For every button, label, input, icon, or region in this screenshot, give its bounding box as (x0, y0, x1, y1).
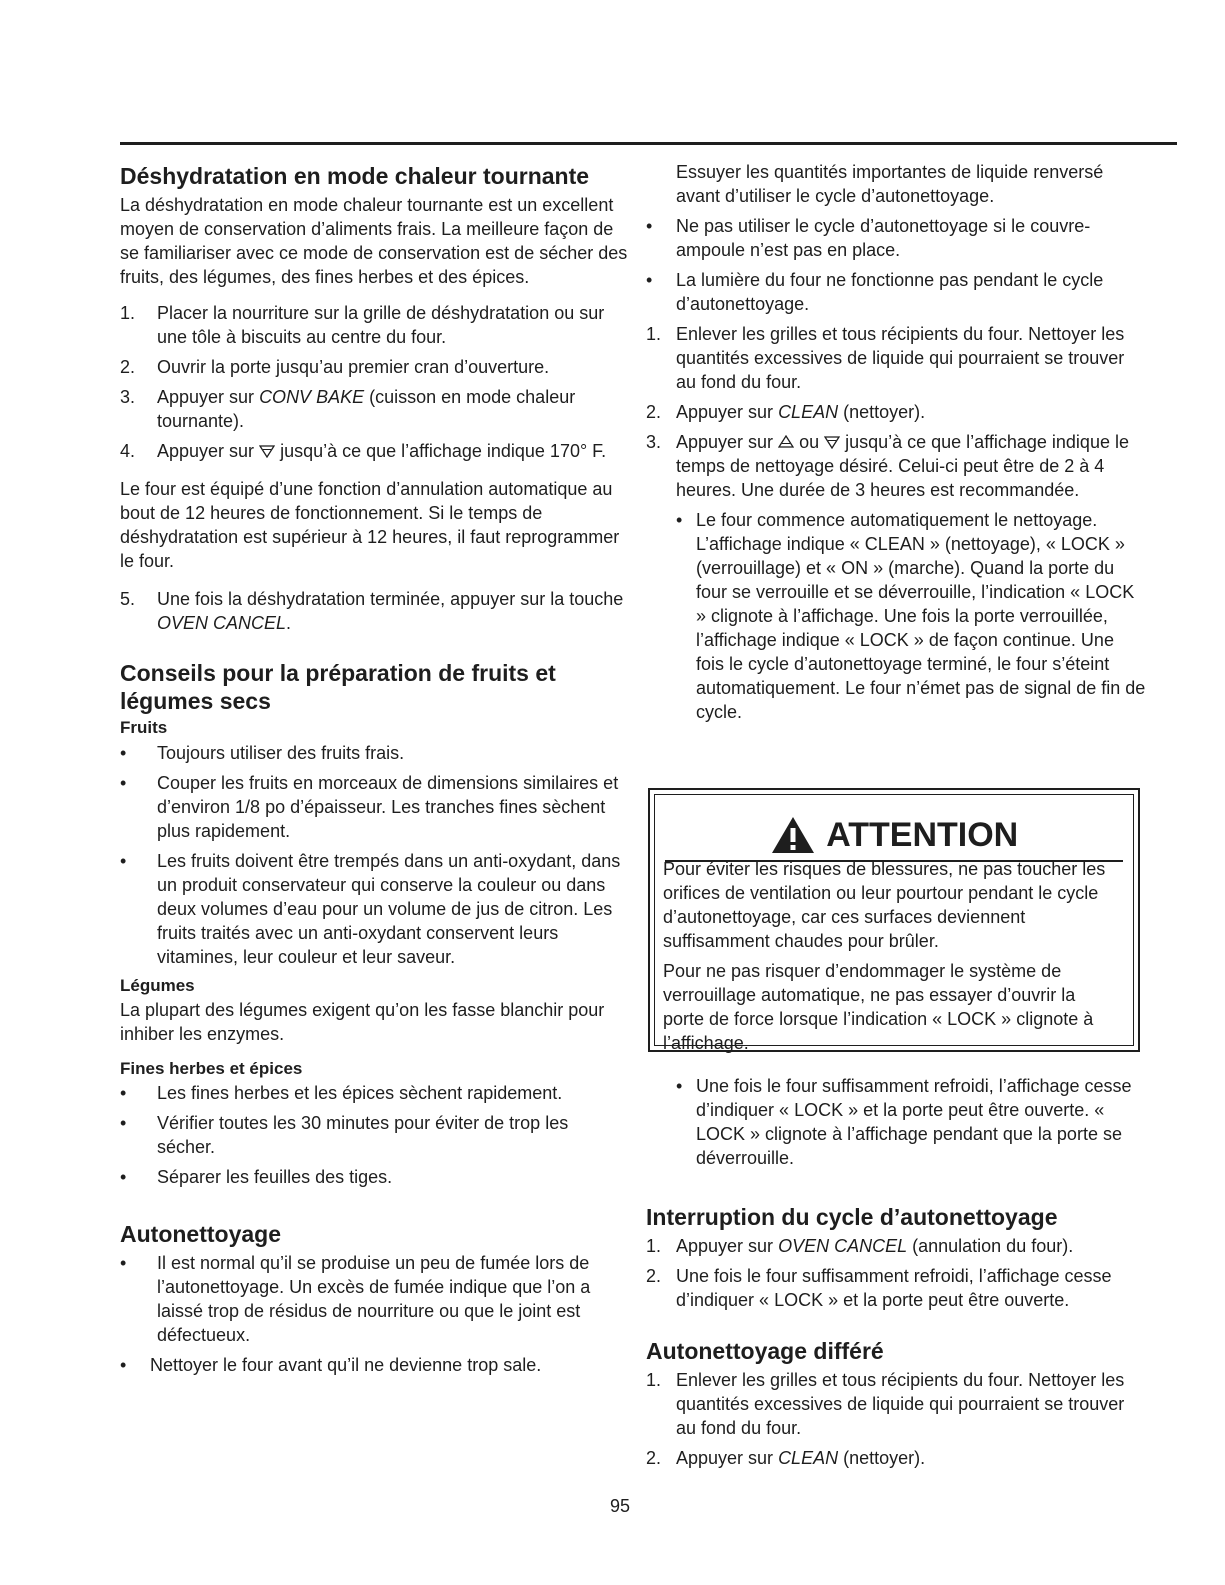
oven-cancel-key: OVEN CANCEL (157, 613, 287, 633)
section-title-autonettoyage: Autonettoyage (120, 1221, 281, 1247)
bullet: • (120, 1253, 127, 1273)
auto-cancel-note: Le four est équipé d’une fonction d’annulation automatique au bout de 12 heures de fonctionnement. Si le temps de déshydratation est supérieur à 12 heures, il faut reprogrammer le four. (120, 479, 620, 571)
header-rule (120, 142, 1177, 145)
bullet: • (120, 1167, 127, 1187)
right-column (646, 160, 1146, 724)
herbe-tip-1: • Les fines herbes et les épices sèchent rapidement. (120, 1083, 563, 1103)
bullet: • (676, 1076, 683, 1096)
warning-triangle-icon (770, 815, 816, 855)
fruit-tip-3: • Les fruits doivent être trempés dans un anti-oxydant, dans un produit conservateur qui conserve la couleur ou dans deux volumes d’eau pour un volume de jus de citron. Les fruits traités avec un anti-oxydant conservent leurs vitamines, leur couleur et leur saveur. (120, 851, 621, 967)
step-number: 3. (120, 387, 136, 407)
deshydratation-intro: La déshydratation en mode chaleur tournante est un excellent moyen de conservation d’aliments frais. La meilleure façon de se familiariser avec ce mode de conservation est de sécher des fruits, des légumes, des fines herbes et des épices. (120, 195, 628, 287)
bullet: • (120, 1113, 127, 1133)
bullet: • (120, 773, 127, 793)
step-number: 2. (646, 402, 662, 422)
bullet: • (646, 270, 653, 290)
step-number: 2. (646, 1266, 662, 1286)
bullet: • (120, 1083, 127, 1103)
attention-text-1: Pour éviter les risques de blessures, ne pas toucher les orifices de ventilation ou leur pourtour pendant le cycle d’autonettoyage, car ces surfaces deviennent suffisamment chaudes pour brûler. (663, 859, 1106, 951)
section-title-differe: Autonettoyage différé (646, 1338, 884, 1364)
step-2 (120, 355, 630, 379)
essuyer-note: Essuyer les quantités importantes de liquide renversé avant d’utiliser le cycle d’autonettoyage. (676, 162, 1104, 206)
arrow-up-icon (778, 435, 794, 449)
interruption-step-2: 2. Une fois le four suffisamment refroidi, l’affichage cesse d’indiquer « LOCK » et la porte peut être ouverte. (646, 1266, 1112, 1310)
step-number: 1. (646, 1236, 662, 1256)
step-text: Appuyer sur CONV BAKE (cuisson en mode chaleur tournante). (157, 387, 576, 431)
clean-key: CLEAN (778, 1448, 839, 1468)
subheading-legumes: Légumes (120, 976, 195, 995)
oven-cancel-key: OVEN CANCEL (778, 1236, 908, 1256)
step-number: 1. (120, 303, 136, 323)
step-number: 5. (120, 589, 136, 609)
step-4 (120, 439, 630, 463)
step-1 (120, 301, 630, 349)
step-5 (120, 587, 630, 635)
attention-text-2: Pour ne pas risquer d’endommager le système de verrouillage automatique, ne pas essayer d’ouvrir la porte de force lorsque l’indication « LOCK » clignote à l’affichage. (663, 961, 1094, 1053)
step-text: Une fois la déshydratation terminée, appuyer sur la touche OVEN CANCEL. (157, 589, 624, 633)
step-text: Placer la nourriture sur la grille de déshydratation ou sur une tôle à biscuits au centre du four. (157, 303, 605, 347)
attention-title: ATTENTION (826, 816, 1019, 854)
section-title-deshydratation: Déshydratation en mode chaleur tournante (120, 163, 590, 189)
step-number: 4. (120, 441, 136, 461)
step-text: Ouvrir la porte jusqu’au premier cran d’ouverture. (157, 357, 550, 377)
arrow-down-icon (259, 444, 275, 458)
herbe-tip-3: • Séparer les feuilles des tiges. (120, 1167, 393, 1187)
fruit-tip-1: • Toujours utiliser des fruits frais. (120, 743, 405, 763)
bullet: • (646, 216, 653, 236)
differe-step-1: 1. Enlever les grilles et tous récipients du four. Nettoyer les quantités excessives de liquide qui pourraient se trouver au fond du four. (646, 1370, 1125, 1438)
clean-key: CLEAN (778, 402, 839, 422)
autonettoyage-tip-2: • Nettoyer le four avant qu’il ne devienne trop sale. (120, 1355, 542, 1375)
attention-box-inner (654, 794, 1134, 1053)
left-column (120, 160, 630, 1377)
step-3 (120, 385, 630, 433)
step-number: 2. (646, 1448, 662, 1468)
bullet: • (120, 1355, 127, 1375)
step-number: 1. (646, 1370, 662, 1390)
step-text: Appuyer sur jusqu’à ce que l’affichage indique 170° F. (157, 441, 607, 461)
herbe-tip-2: • Vérifier toutes les 30 minutes pour éviter de trop les sécher. (120, 1113, 569, 1157)
bullet: • (120, 851, 127, 871)
clean-step-1: 1. Enlever les grilles et tous récipients du four. Nettoyer les quantités excessives de liquide qui pourraient se trouver au fond du four. (646, 324, 1125, 392)
attention-box (648, 788, 1140, 1052)
subheading-herbes: Fines herbes et épices (120, 1059, 303, 1078)
safety-bullet-1: • Ne pas utiliser le cycle d’autonettoyage si le couvre-ampoule n’est pas en place. (646, 216, 1091, 260)
arrow-down-icon (824, 435, 840, 449)
page-number: 95 (609, 1496, 631, 1516)
bullet: • (676, 510, 683, 530)
subheading-fruits: Fruits (120, 718, 168, 737)
autonettoyage-tip-1: • Il est normal qu’il se produise un peu de fumée lors de l’autonettoyage. Un excès de fumée indique que l’on a laissé trop de résidus de nourriture ou que le joint est défectueux. (120, 1253, 591, 1345)
differe-step-2: 2. Appuyer sur CLEAN (nettoyer). (646, 1448, 926, 1468)
legumes-text: La plupart des légumes exigent qu’on les fasse blanchir pour inhiber les enzymes. (120, 1000, 605, 1044)
safety-bullet-2: • La lumière du four ne fonctionne pas pendant le cycle d’autonettoyage. (646, 270, 1104, 314)
right-column-lower (646, 1074, 1146, 1470)
clean-step-3: 3. Appuyer sur ou jusqu’à ce que l’affichage indique le temps de nettoyage désiré. Celui-ci peut être de 2 à 4 heures. Une durée de 3 heures est recommandée. (646, 432, 1129, 500)
step-number: 3. (646, 432, 662, 452)
clean-sub-bullet-1: • Le four commence automatiquement le nettoyage. L’affichage indique « CLEAN » (nettoyage), « LOCK » (verrouillage) et « ON » (marche). Quand la porte du four se verrouille et se déverrouille, l’indication « LOCK » clignote à l’affichage. Une fois la porte verrouillée, l’affichage indique « LOCK » de façon continue. Une fois le cycle d’autonettoyage terminé, le four s’éteint automatiquement. Le four n’émet pas de signal de fin de cycle. (676, 510, 1146, 722)
clean-step-2: 2. Appuyer sur CLEAN (nettoyer). (646, 402, 926, 422)
step-number: 2. (120, 357, 136, 377)
step-number: 1. (646, 324, 662, 344)
clean-sub-bullet-2: • Une fois le four suffisamment refroidi, l’affichage cesse d’indiquer « LOCK » et la porte peut être ouverte. « LOCK » clignote à l’affichage pendant que la porte se déverrouille. (676, 1076, 1132, 1168)
interruption-step-1: 1. Appuyer sur OVEN CANCEL (annulation du four). (646, 1236, 1074, 1256)
attention-header (655, 813, 1133, 857)
conv-bake-key: CONV BAKE (259, 387, 365, 407)
section-title-interruption: Interruption du cycle d’autonettoyage (646, 1204, 1058, 1230)
fruit-tip-2: • Couper les fruits en morceaux de dimensions similaires et d’environ 1/8 po d’épaisseur. Les tranches fines sèchent plus rapidement. (120, 773, 619, 841)
section-title-conseils: Conseils pour la préparation de fruits et légumes secs (120, 660, 556, 714)
bullet: • (120, 743, 127, 763)
